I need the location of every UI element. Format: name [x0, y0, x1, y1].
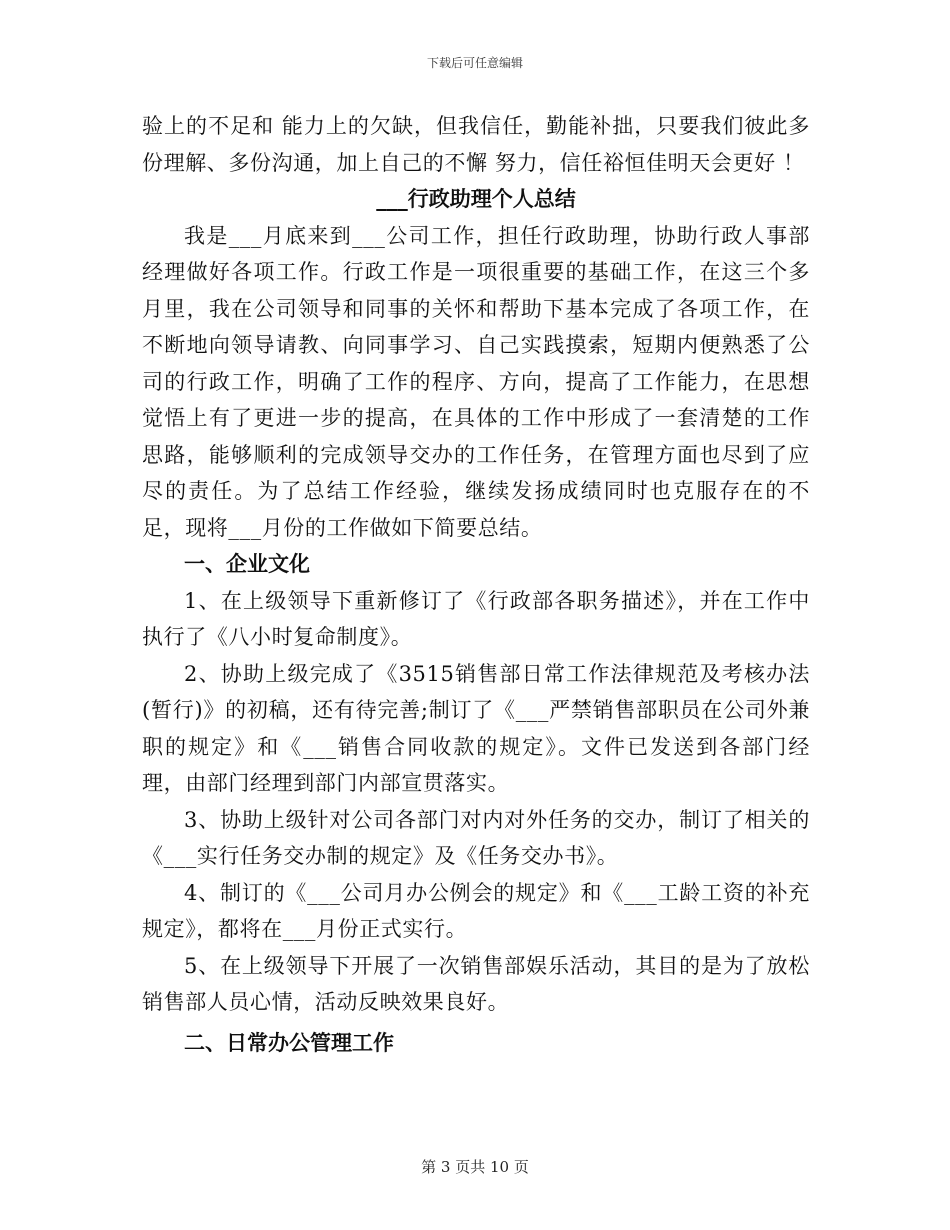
intro-paragraph: 我是___月底来到___公司工作，担任行政助理，协助行政人事部经理做好各项工作。行政工作是一项很重要的基础工作，在这三个多月里，我在公司领导和同事的关怀和帮助下基本完成了各项工作，在不断地向领导请教、向同事学习、自己实践摸索，短期内便熟悉了公司的行政工作，明确了工作的程序、方向，提高了工作能力，在思想觉悟上有了更进一步的提高，在具体的工作中形成了一套清楚的工作思路，能够顺利的完成领导交办的工作任务，在管理方面也尽到了应尽的责任。为了总结工作经验，继续发扬成绩同时也克服存在的不足，现将___月份的工作做如下简要总结。 — [142, 223, 810, 540]
section-heading-office: 二、日常办公管理工作 — [184, 1030, 394, 1055]
document-title: ___行政助理个人总结 — [376, 187, 576, 211]
list-item: 1、在上级领导下重新修订了《行政部各职务描述》，并在工作中执行了《八小时复命制度》。 — [142, 588, 810, 649]
page-header: 下载后可任意编辑 — [426, 56, 523, 70]
document-body — [142, 108, 810, 1061]
list-item: 2、协助上级完成了《3515销售部日常工作法律规范及考核办法(暂行)》的初稿，还有待完善;制订了《___严禁销售部职员在公司外兼职的规定》和《___销售合同收款的规定》。文件已发送到各部门经理，由部门经理到部门内部宣贯落实。 — [142, 661, 810, 795]
continuation-paragraph: 验上的不足和 能力上的欠缺，但我信任，勤能补拙，只要我们彼此多份理解、多份沟通，加上自己的不懈 努力，信任裕恒佳明天会更好 ！ — [142, 114, 810, 175]
list-item: 3、协助上级针对公司各部门对内对外任务的交办，制订了相关的《___实行任务交办制的规定》及《任务交办书》。 — [142, 807, 810, 868]
section-heading-culture: 一、企业文化 — [184, 552, 310, 576]
page-footer: 第 3 页共 10 页 — [421, 1158, 529, 1176]
list-item: 4、制订的《___公司月办公例会的规定》和《___工龄工资的补充规定》，都将在___月份正式实行。 — [142, 880, 810, 941]
list-item: 5、在上级领导下开展了一次销售部娱乐活动，其目的是为了放松销售部人员心情，活动反映效果良好。 — [142, 953, 810, 1014]
